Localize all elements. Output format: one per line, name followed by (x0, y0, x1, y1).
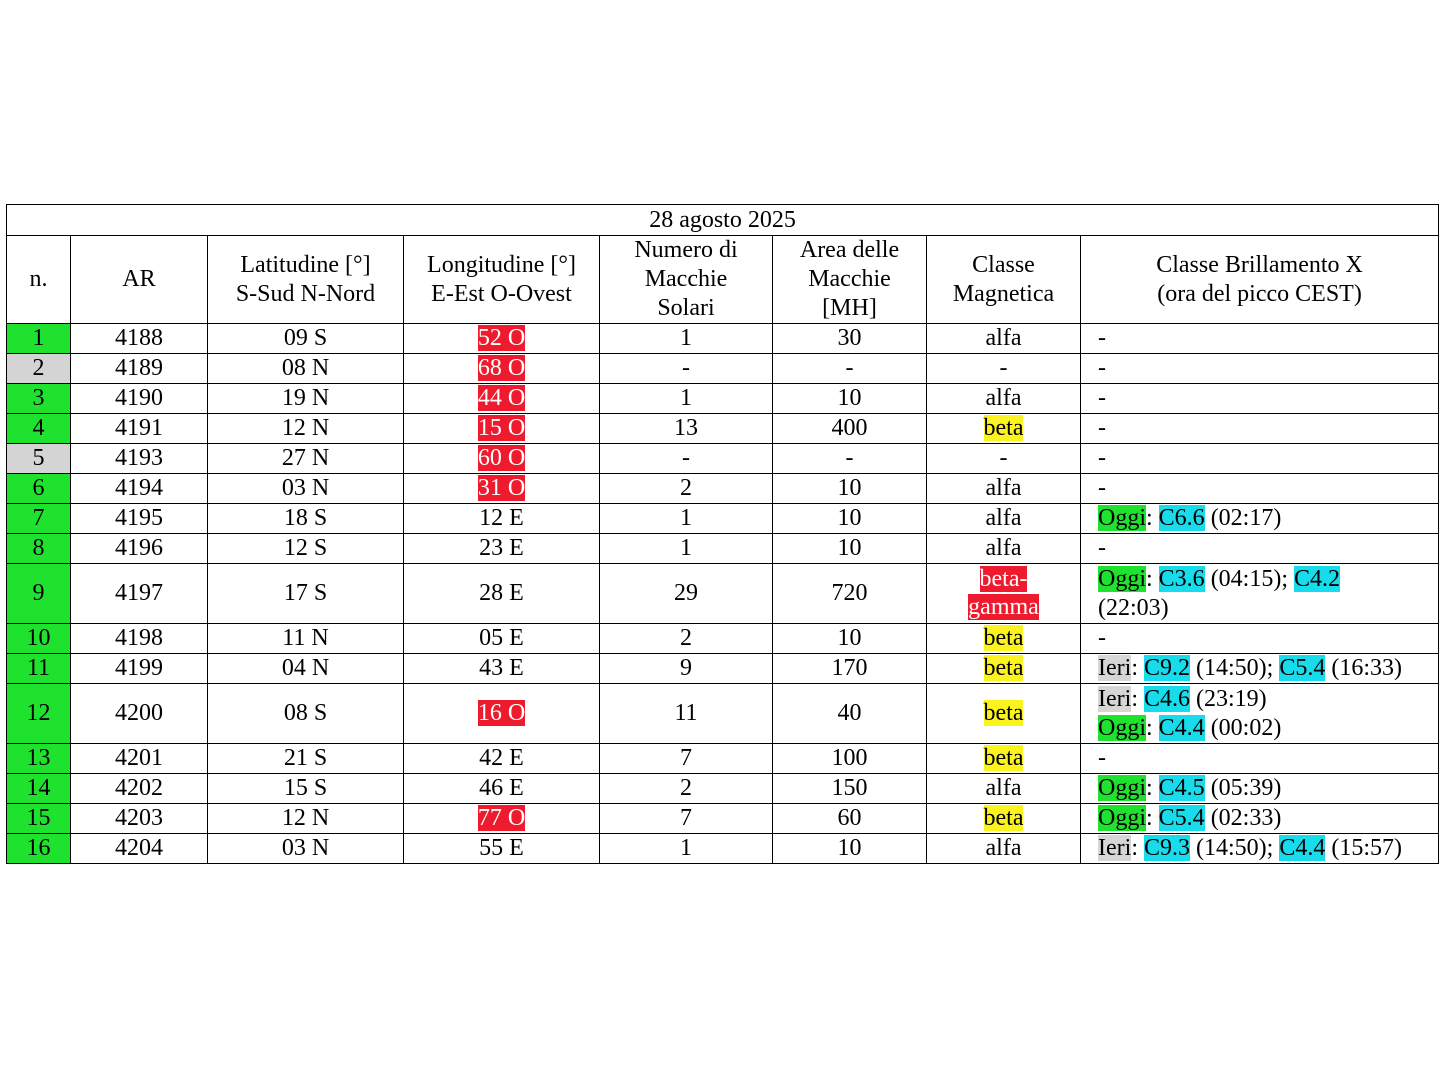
magnetic-class-line: beta (983, 805, 1024, 831)
active-region: 4197 (71, 564, 208, 624)
flare-text: (14:50); (1190, 655, 1280, 681)
sunspot-table (6, 204, 1439, 864)
row-number: 16 (7, 834, 71, 864)
flare-events (1081, 774, 1439, 804)
active-region: 4196 (71, 534, 208, 564)
magnetic-class-line: beta (983, 655, 1024, 681)
latitude: 08 S (208, 684, 404, 744)
longitude (404, 834, 600, 864)
header-sunspot-area (773, 236, 927, 324)
longitude-value: 23 E (479, 535, 524, 561)
sunspot-area: 170 (773, 654, 927, 684)
row-number: 13 (7, 744, 71, 774)
longitude (404, 534, 600, 564)
sunspot-area: 10 (773, 534, 927, 564)
header-magnetic-class-line1: Classe (972, 251, 1035, 278)
magnetic-class (927, 624, 1081, 654)
header-n: n. (7, 236, 71, 324)
sunspot-count: 1 (600, 324, 773, 354)
longitude-value: 60 O (477, 445, 526, 471)
magnetic-class (927, 804, 1081, 834)
longitude-value: 42 E (479, 745, 524, 771)
latitude: 03 N (208, 834, 404, 864)
active-region: 4189 (71, 354, 208, 384)
active-region: 4194 (71, 474, 208, 504)
flare-text: : (1131, 655, 1144, 681)
longitude (404, 744, 600, 774)
magnetic-class-value (986, 535, 1022, 561)
header-latitude-line1: Latitudine [°] (240, 251, 371, 278)
row-number: 2 (7, 354, 71, 384)
flare-tag: C4.5 (1158, 775, 1205, 801)
latitude: 12 S (208, 534, 404, 564)
sunspot-area: - (773, 444, 927, 474)
magnetic-class-value (984, 655, 1024, 681)
row-number: 3 (7, 384, 71, 414)
flare-tag: C4.4 (1158, 714, 1205, 741)
header-sunspot-area-line3: [MH] (822, 295, 877, 321)
latitude: 09 S (208, 324, 404, 354)
header-sunspot-area-line1: Area delle (799, 237, 900, 263)
active-region: 4204 (71, 834, 208, 864)
latitude: 11 N (208, 624, 404, 654)
flare-text: (00:02) (1204, 714, 1282, 741)
sunspot-count: 2 (600, 624, 773, 654)
flare-text: : (1146, 714, 1159, 741)
longitude (404, 564, 600, 624)
flare-tag: C5.4 (1158, 805, 1205, 831)
magnetic-class (927, 324, 1081, 354)
latitude: 27 N (208, 444, 404, 474)
row-number: 1 (7, 324, 71, 354)
magnetic-class (927, 444, 1081, 474)
latitude: 15 S (208, 774, 404, 804)
row-number: 5 (7, 444, 71, 474)
header-longitude (404, 236, 600, 324)
latitude: 17 S (208, 564, 404, 624)
sunspot-count: 1 (600, 834, 773, 864)
table-row (7, 624, 1439, 654)
table-row (7, 654, 1439, 684)
longitude (404, 474, 600, 504)
table-row (7, 804, 1439, 834)
row-number: 8 (7, 534, 71, 564)
sunspot-area: 150 (773, 774, 927, 804)
magnetic-class-line: alfa (985, 775, 1022, 801)
latitude: 18 S (208, 504, 404, 534)
sunspot-count: 29 (600, 564, 773, 624)
flare-tag: C4.2 (1294, 565, 1341, 592)
sunspot-count: 1 (600, 534, 773, 564)
flare-events (1081, 624, 1439, 654)
table-row (7, 744, 1439, 774)
row-number: 11 (7, 654, 71, 684)
magnetic-class-line: beta (983, 700, 1024, 726)
flare-text: (04:15); (1204, 565, 1295, 592)
flare-text: (02:17) (1204, 505, 1282, 531)
table-row (7, 414, 1439, 444)
row-number: 4 (7, 414, 71, 444)
row-number: 6 (7, 474, 71, 504)
flare-tag: Oggi (1098, 714, 1146, 741)
flare-events (1081, 474, 1439, 504)
flare-text: : (1146, 565, 1159, 592)
flare-tag: Ieri (1098, 835, 1132, 861)
latitude: 04 N (208, 654, 404, 684)
sunspot-area: 100 (773, 744, 927, 774)
flare-text: : (1131, 685, 1144, 712)
longitude (404, 324, 600, 354)
longitude-value: 28 E (479, 580, 524, 606)
flare-text: : (1131, 835, 1144, 861)
header-sunspot-count (600, 236, 773, 324)
flare-events (1081, 534, 1439, 564)
magnetic-class (927, 684, 1081, 744)
longitude (404, 414, 600, 444)
table-row (7, 534, 1439, 564)
flare-text: (05:39) (1204, 775, 1282, 801)
header-sunspot-count-line2: Macchie (644, 266, 728, 292)
header-row (7, 236, 1439, 324)
flare-tag: Ieri (1098, 655, 1132, 681)
active-region: 4200 (71, 684, 208, 744)
magnetic-class-value (984, 625, 1024, 651)
latitude: 12 N (208, 414, 404, 444)
flare-text: - (1098, 445, 1106, 471)
active-region: 4199 (71, 654, 208, 684)
magnetic-class-value (984, 700, 1024, 726)
magnetic-class (927, 414, 1081, 444)
magnetic-class-line: alfa (985, 535, 1022, 561)
sunspot-area: 60 (773, 804, 927, 834)
row-number: 7 (7, 504, 71, 534)
flare-text: (02:33) (1204, 805, 1282, 831)
longitude (404, 504, 600, 534)
table-row (7, 684, 1439, 744)
flare-text: : (1146, 805, 1159, 831)
flare-events (1081, 504, 1439, 534)
row-number: 15 (7, 804, 71, 834)
flare-events (1081, 444, 1439, 474)
flare-text: - (1098, 475, 1106, 501)
longitude-value: 68 O (477, 355, 526, 381)
longitude (404, 654, 600, 684)
magnetic-class-value (986, 835, 1022, 861)
sunspot-area: 10 (773, 504, 927, 534)
magnetic-class (927, 834, 1081, 864)
sunspot-count: 1 (600, 504, 773, 534)
sunspot-area: - (773, 354, 927, 384)
flare-events (1081, 564, 1439, 624)
header-magnetic-class (927, 236, 1081, 324)
flare-text: (23:19) (1190, 685, 1267, 712)
magnetic-class-line: alfa (985, 475, 1022, 501)
longitude-value: 31 O (477, 475, 526, 501)
longitude-value: 44 O (477, 385, 526, 411)
header-latitude (208, 236, 404, 324)
sunspot-area: 720 (773, 564, 927, 624)
magnetic-class-line: gamma (968, 594, 1039, 620)
sunspot-count: 7 (600, 804, 773, 834)
magnetic-class-value (986, 325, 1022, 351)
active-region: 4193 (71, 444, 208, 474)
header-longitude-line2: E-Est O-Ovest (431, 280, 572, 307)
longitude-value: 05 E (479, 625, 524, 651)
magnetic-class (927, 774, 1081, 804)
flare-text: - (1098, 625, 1106, 651)
table-row (7, 384, 1439, 414)
magnetic-class-line: alfa (985, 505, 1022, 531)
flare-tag: Oggi (1098, 565, 1146, 592)
flare-tag: C4.6 (1143, 685, 1190, 712)
flare-tag: Ieri (1098, 685, 1132, 712)
row-number: 9 (7, 564, 71, 624)
table-row (7, 564, 1439, 624)
magnetic-class-value (986, 385, 1022, 411)
row-number: 10 (7, 624, 71, 654)
longitude (404, 444, 600, 474)
flare-text: - (1098, 385, 1106, 411)
header-ar: AR (71, 236, 208, 324)
flare-text: (22:03) (1098, 594, 1169, 621)
flare-tag: C3.6 (1158, 565, 1205, 592)
magnetic-class-value (986, 475, 1022, 501)
table-row (7, 474, 1439, 504)
flare-text: (14:50); (1190, 835, 1280, 861)
active-region: 4190 (71, 384, 208, 414)
sunspot-count: 13 (600, 414, 773, 444)
header-magnetic-class-line2: Magnetica (952, 280, 1055, 307)
latitude: 03 N (208, 474, 404, 504)
sunspot-area: 10 (773, 384, 927, 414)
latitude: 19 N (208, 384, 404, 414)
magnetic-class-value (984, 415, 1024, 441)
flare-tag: C5.4 (1279, 655, 1326, 681)
magnetic-class (927, 534, 1081, 564)
longitude-value: 46 E (479, 775, 524, 801)
flare-tag: C6.6 (1158, 505, 1205, 531)
flare-tag: Oggi (1098, 505, 1146, 531)
table-row (7, 324, 1439, 354)
header-latitude-line2: S-Sud N-Nord (235, 280, 376, 307)
table-row (7, 354, 1439, 384)
latitude: 08 N (208, 354, 404, 384)
flare-tag: C9.2 (1143, 655, 1190, 681)
longitude (404, 774, 600, 804)
longitude (404, 354, 600, 384)
longitude-value: 77 O (477, 805, 526, 831)
latitude: 12 N (208, 804, 404, 834)
active-region: 4191 (71, 414, 208, 444)
table-row (7, 834, 1439, 864)
magnetic-class-line: beta (983, 745, 1024, 771)
magnetic-class-line: beta (983, 415, 1024, 441)
longitude-value: 52 O (477, 325, 526, 351)
active-region: 4188 (71, 324, 208, 354)
sunspot-area: 10 (773, 834, 927, 864)
header-sunspot-count-line3: Solari (657, 295, 715, 321)
sunspot-count: 11 (600, 684, 773, 744)
flare-text: (15:57) (1325, 835, 1402, 861)
flare-text: - (1098, 745, 1106, 771)
header-sunspot-area-line2: Macchie (808, 266, 891, 292)
flare-events (1081, 684, 1439, 744)
active-region: 4202 (71, 774, 208, 804)
table-row (7, 444, 1439, 474)
flare-tag: C4.4 (1279, 835, 1326, 861)
longitude-value: 16 O (477, 700, 526, 726)
magnetic-class-line: beta (983, 625, 1024, 651)
sunspot-area: 40 (773, 684, 927, 744)
flare-text: - (1098, 325, 1106, 351)
magnetic-class (927, 354, 1081, 384)
latitude: 21 S (208, 744, 404, 774)
sunspot-area: 10 (773, 474, 927, 504)
magnetic-class (927, 744, 1081, 774)
magnetic-class (927, 654, 1081, 684)
flare-text: - (1098, 355, 1106, 381)
magnetic-class (927, 384, 1081, 414)
active-region: 4195 (71, 504, 208, 534)
magnetic-class-line: alfa (985, 385, 1022, 411)
table-row (7, 504, 1439, 534)
table-title: 28 agosto 2025 (7, 205, 1439, 236)
flare-text: - (1098, 535, 1106, 561)
magnetic-class-value (968, 565, 1039, 621)
header-flare-class-line2: (ora del picco CEST) (1157, 280, 1362, 307)
sunspot-count: 9 (600, 654, 773, 684)
sunspot-count: 2 (600, 474, 773, 504)
magnetic-class-line: beta- (979, 566, 1028, 592)
magnetic-class-line: alfa (985, 835, 1022, 861)
magnetic-class-line: - (999, 445, 1008, 471)
header-flare-class-line1: Classe Brillamento X (1156, 251, 1363, 278)
longitude (404, 384, 600, 414)
magnetic-class-line: alfa (985, 325, 1022, 351)
active-region: 4203 (71, 804, 208, 834)
flare-events (1081, 354, 1439, 384)
longitude-value: 12 E (479, 505, 524, 531)
flare-events (1081, 834, 1439, 864)
flare-events (1081, 384, 1439, 414)
flare-text: (16:33) (1325, 655, 1402, 681)
magnetic-class-value (986, 775, 1022, 801)
magnetic-class-value (1000, 445, 1008, 471)
flare-events (1081, 744, 1439, 774)
flare-events (1081, 324, 1439, 354)
flare-events (1081, 654, 1439, 684)
flare-tag: Oggi (1098, 805, 1146, 831)
header-sunspot-count-line1: Numero di (634, 237, 738, 263)
magnetic-class (927, 474, 1081, 504)
longitude-value: 15 O (477, 415, 526, 441)
flare-tag: C9.3 (1143, 835, 1190, 861)
flare-text: - (1098, 415, 1106, 441)
flare-tag: Oggi (1098, 775, 1146, 801)
magnetic-class-value (986, 505, 1022, 531)
sunspot-count: 7 (600, 744, 773, 774)
longitude (404, 804, 600, 834)
sunspot-count: - (600, 444, 773, 474)
flare-text: : (1146, 505, 1159, 531)
header-longitude-line1: Longitudine [°] (427, 251, 576, 278)
sunspot-area: 30 (773, 324, 927, 354)
magnetic-class (927, 564, 1081, 624)
sunspot-count: 2 (600, 774, 773, 804)
magnetic-class-line: - (999, 355, 1008, 381)
magnetic-class (927, 504, 1081, 534)
longitude (404, 684, 600, 744)
longitude-value: 43 E (479, 655, 524, 681)
table-body (7, 324, 1439, 864)
magnetic-class-value (1000, 355, 1008, 381)
sunspot-area: 10 (773, 624, 927, 654)
row-number: 14 (7, 774, 71, 804)
longitude (404, 624, 600, 654)
flare-events (1081, 414, 1439, 444)
sunspot-count: - (600, 354, 773, 384)
flare-text: : (1146, 775, 1159, 801)
longitude-value: 55 E (479, 835, 524, 861)
header-flare-class (1081, 236, 1439, 324)
magnetic-class-value (984, 805, 1024, 831)
flare-events (1081, 804, 1439, 834)
active-region: 4198 (71, 624, 208, 654)
row-number: 12 (7, 684, 71, 744)
magnetic-class-value (984, 745, 1024, 771)
table-row (7, 774, 1439, 804)
sunspot-area: 400 (773, 414, 927, 444)
active-region: 4201 (71, 744, 208, 774)
sunspot-count: 1 (600, 384, 773, 414)
